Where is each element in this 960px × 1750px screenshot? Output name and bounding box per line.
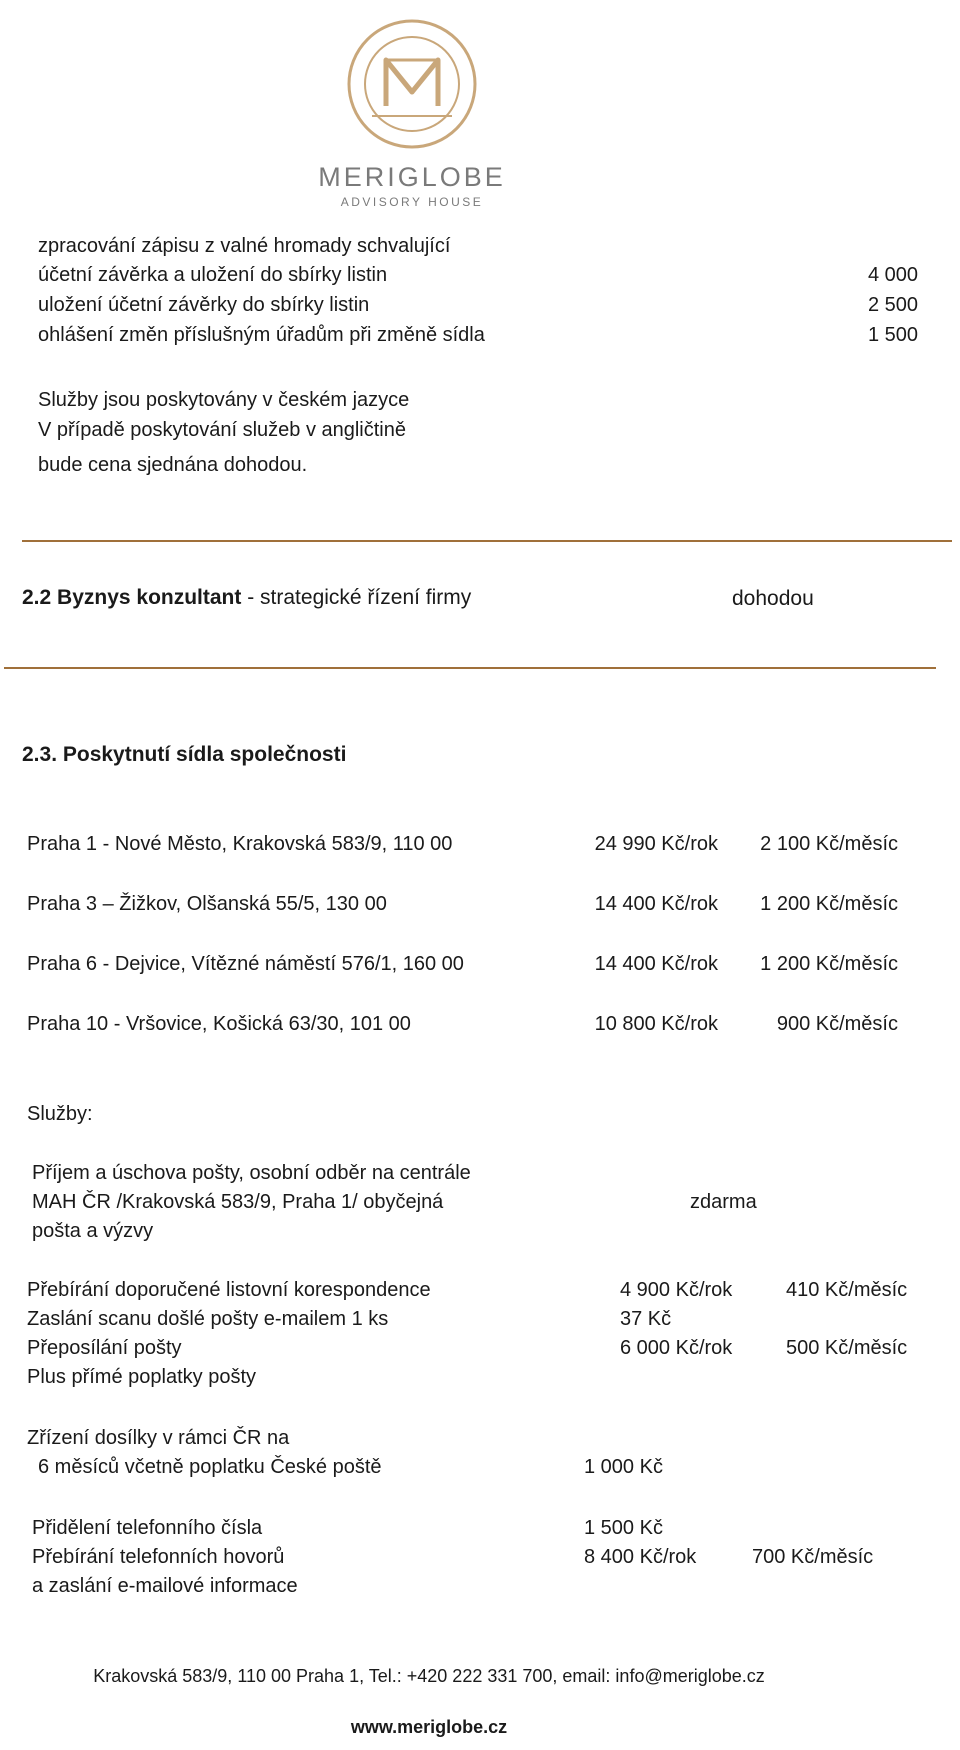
postage-label: Plus přímé poplatky pošty [27,1366,256,1388]
section-2-2-title: 2.2 Byznys konzultant [22,586,242,609]
forwarding-monthly: 500 Kč/měsíc [786,1337,908,1359]
office-yearly-price: 14 400 Kč/rok [594,893,718,915]
office-address: Praha 6 - Dejvice, Vítězné náměstí 576/1, 160 00 [27,953,464,975]
footer-contact: Krakovská 583/9, 110 00 Praha 1, Tel.: +420 222 331 700, email: info@meriglobe.cz [93,1666,765,1686]
accounts-line-3-price: 2 500 [867,294,918,316]
accounts-line-2: účetní závěrka a uložení do sbírky listin [38,264,388,286]
office-monthly-price: 900 Kč/měsíc [776,1013,898,1035]
accounts-line-4-price: 1 500 [867,324,918,346]
scan-label: Zaslání scanu došlé pošty e-mailem 1 ks [27,1308,389,1330]
section-2-2-price: dohodou [732,587,814,610]
registered-mail-label: Přebírání doporučené listovní korespondence [27,1279,431,1301]
language-note-line-3: bude cena sjednána dohodou. [38,454,308,476]
redirect-line-2: 6 měsíců včetně poplatku České poště [38,1456,382,1478]
accounts-line-3: uložení účetní závěrky do sbírky listin [38,294,370,316]
office-monthly-price: 1 200 Kč/měsíc [760,953,898,975]
office-yearly-price: 10 800 Kč/rok [594,1013,718,1035]
phone-calls-line-1: Přebírání telefonních hovorů [32,1546,285,1568]
office-monthly-price: 2 100 Kč/měsíc [760,833,898,855]
accounts-line-1: zpracování zápisu z valné hromady schvalující [38,235,451,257]
office-monthly-price: 1 200 Kč/měsíc [760,893,898,915]
mail-intake-line-1: Příjem a úschova pošty, osobní odběr na centrále [32,1162,471,1184]
office-address: Praha 10 - Vršovice, Košická 63/30, 101 00 [27,1013,411,1035]
registered-mail-monthly: 410 Kč/měsíc [786,1279,908,1301]
language-note-line-2: V případě poskytování služeb v angličtině [38,419,406,441]
section-2-3-title: 2.3. Poskytnutí sídla společnosti [22,743,347,766]
office-address: Praha 3 – Žižkov, Olšanská 55/5, 130 00 [27,893,387,915]
footer-website[interactable]: www.meriglobe.cz [350,1717,508,1737]
services-heading: Služby: [27,1103,93,1125]
mail-intake-line-3: pošta a výzvy [32,1220,154,1242]
language-note-line-1: Služby jsou poskytovány v českém jazyce [38,389,410,411]
forwarding-yearly: 6 000 Kč/rok [620,1337,733,1359]
section-2-2-heading [22,587,471,608]
phone-calls-line-2: a zaslání e-mailové informace [32,1575,298,1597]
mail-intake-price: zdarma [690,1191,757,1213]
phone-number-label: Přidělení telefonního čísla [32,1517,263,1539]
redirect-price: 1 000 Kč [584,1456,663,1478]
meriglobe-logo-icon [346,18,478,150]
phone-calls-monthly: 700 Kč/měsíc [752,1546,874,1568]
redirect-line-1: Zřízení dosílky v rámci ČR na [27,1427,290,1449]
scan-price: 37 Kč [620,1308,672,1330]
registered-mail-yearly: 4 900 Kč/rok [620,1279,733,1301]
section-2-2-subtitle: - strategické řízení firmy [241,586,472,609]
phone-number-price: 1 500 Kč [584,1517,663,1539]
brand-tagline: ADVISORY HOUSE [340,195,484,209]
office-yearly-price: 14 400 Kč/rok [594,953,718,975]
divider [22,540,952,542]
brand-name: MERIGLOBE [318,162,506,192]
divider [4,667,936,669]
phone-calls-yearly: 8 400 Kč/rok [584,1546,697,1568]
mail-intake-line-2: MAH ČR /Krakovská 583/9, Praha 1/ obyčejná [32,1191,444,1213]
office-yearly-price: 24 990 Kč/rok [594,833,718,855]
forwarding-label: Přeposílání pošty [27,1337,182,1359]
office-address: Praha 1 - Nové Město, Krakovská 583/9, 110 00 [27,833,453,855]
accounts-line-4: ohlášení změn příslušným úřadům při změně sídla [38,324,485,346]
accounts-line-2-price: 4 000 [867,264,918,286]
